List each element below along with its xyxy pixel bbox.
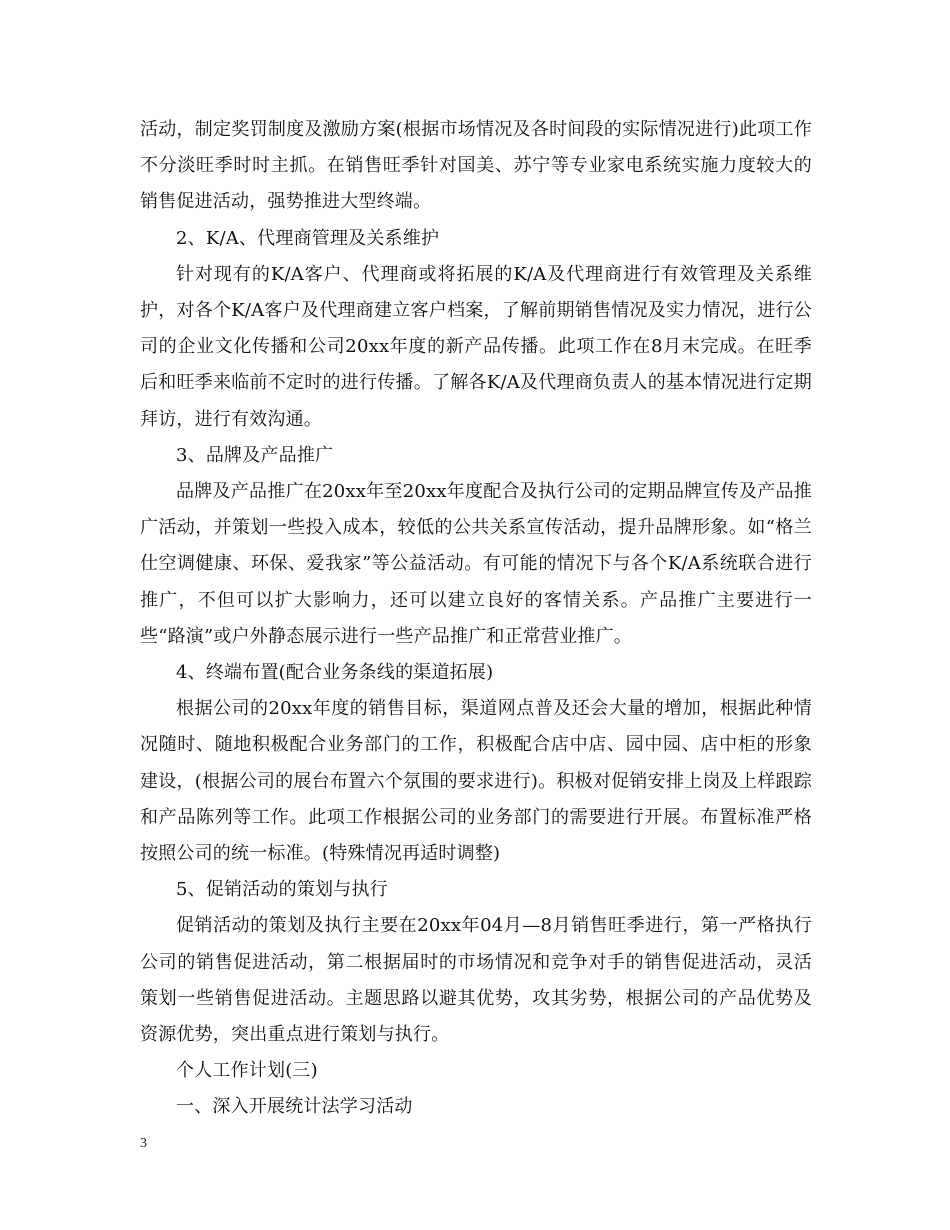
paragraph-brand-promotion: 品牌及产品推广在20xx年至20xx年度配合及执行公司的定期品牌宣传及产品推广活动，并策划一些投入成本，较低的公共关系宣传活动，提升品牌形象。如“格兰仕空调健康、环保、爱我家”等公益活动。有可能的情况下与各个K/A系统联合进行推广，不但可以扩大影响力，还可以建立良好的客情关系。产品推广主要进行一些“路演”或户外静态展示进行一些产品推广和正常营业推广。	[140, 481, 812, 647]
section-heading-statistics-law: 一、深入开展统计法学习活动	[176, 1096, 413, 1118]
paragraph-ka-management: 针对现有的K/A客户、代理商或将拓展的K/A及代理商进行有效管理及关系维护，对各个K/A客户及代理商建立客户档案，了解前期销售情况及实力情况，进行公司的企业文化传播和公司20xx年度的新产品传播。此项工作在8月末完成。在旺季后和旺季来临前不定时的进行传播。了解各K/A及代理商负责人的基本情况进行定期拜访，进行有效沟通。	[140, 263, 812, 430]
document-body	[140, 112, 812, 1126]
paragraph-terminal-layout: 根据公司的20xx年度的销售目标，渠道网点普及还会大量的增加，根据此种情况随时、随地积极配合业务部门的工作，积极配合店中店、园中园、店中柜的形象建设，(根据公司的展台布置六个氛围的要求进行)。积极对促销安排上岗及上样跟踪和产品陈列等工作。此项工作根据公司的业务部门的需要进行开展。布置标准严格按照公司的统一标准。(特殊情况再适时调整)	[140, 698, 812, 865]
section-heading-work-plan-3: 个人工作计划(三)	[176, 1060, 318, 1082]
section-heading-ka-management: 2、K/A、代理商管理及关系维护	[176, 227, 440, 249]
page-number: 3	[140, 1136, 147, 1151]
paragraph-promotion-planning: 促销活动的策划及执行主要在20xx年04月—8月销售旺季进行，第一严格执行公司的销售促进活动，第二根据届时的市场情况和竞争对手的销售促进活动，灵活策划一些销售促进活动。主题思路以避其优势，攻其劣势，根据公司的产品优势及资源优势，突出重点进行策划与执行。	[140, 915, 812, 1046]
section-heading-promotion-planning: 5、促销活动的策划与执行	[176, 879, 388, 901]
section-heading-terminal-layout: 4、终端布置(配合业务条线的渠道拓展)	[176, 662, 494, 684]
paragraph-continuation: 活动，制定奖罚制度及激励方案(根据市场情况及各时间段的实际情况进行)此项工作不分淡旺季时时主抓。在销售旺季针对国美、苏宁等专业家电系统实施力度较大的销售促进活动，强势推进大型终端。	[140, 119, 812, 213]
section-heading-brand-promotion: 3、品牌及产品推广	[176, 444, 334, 466]
